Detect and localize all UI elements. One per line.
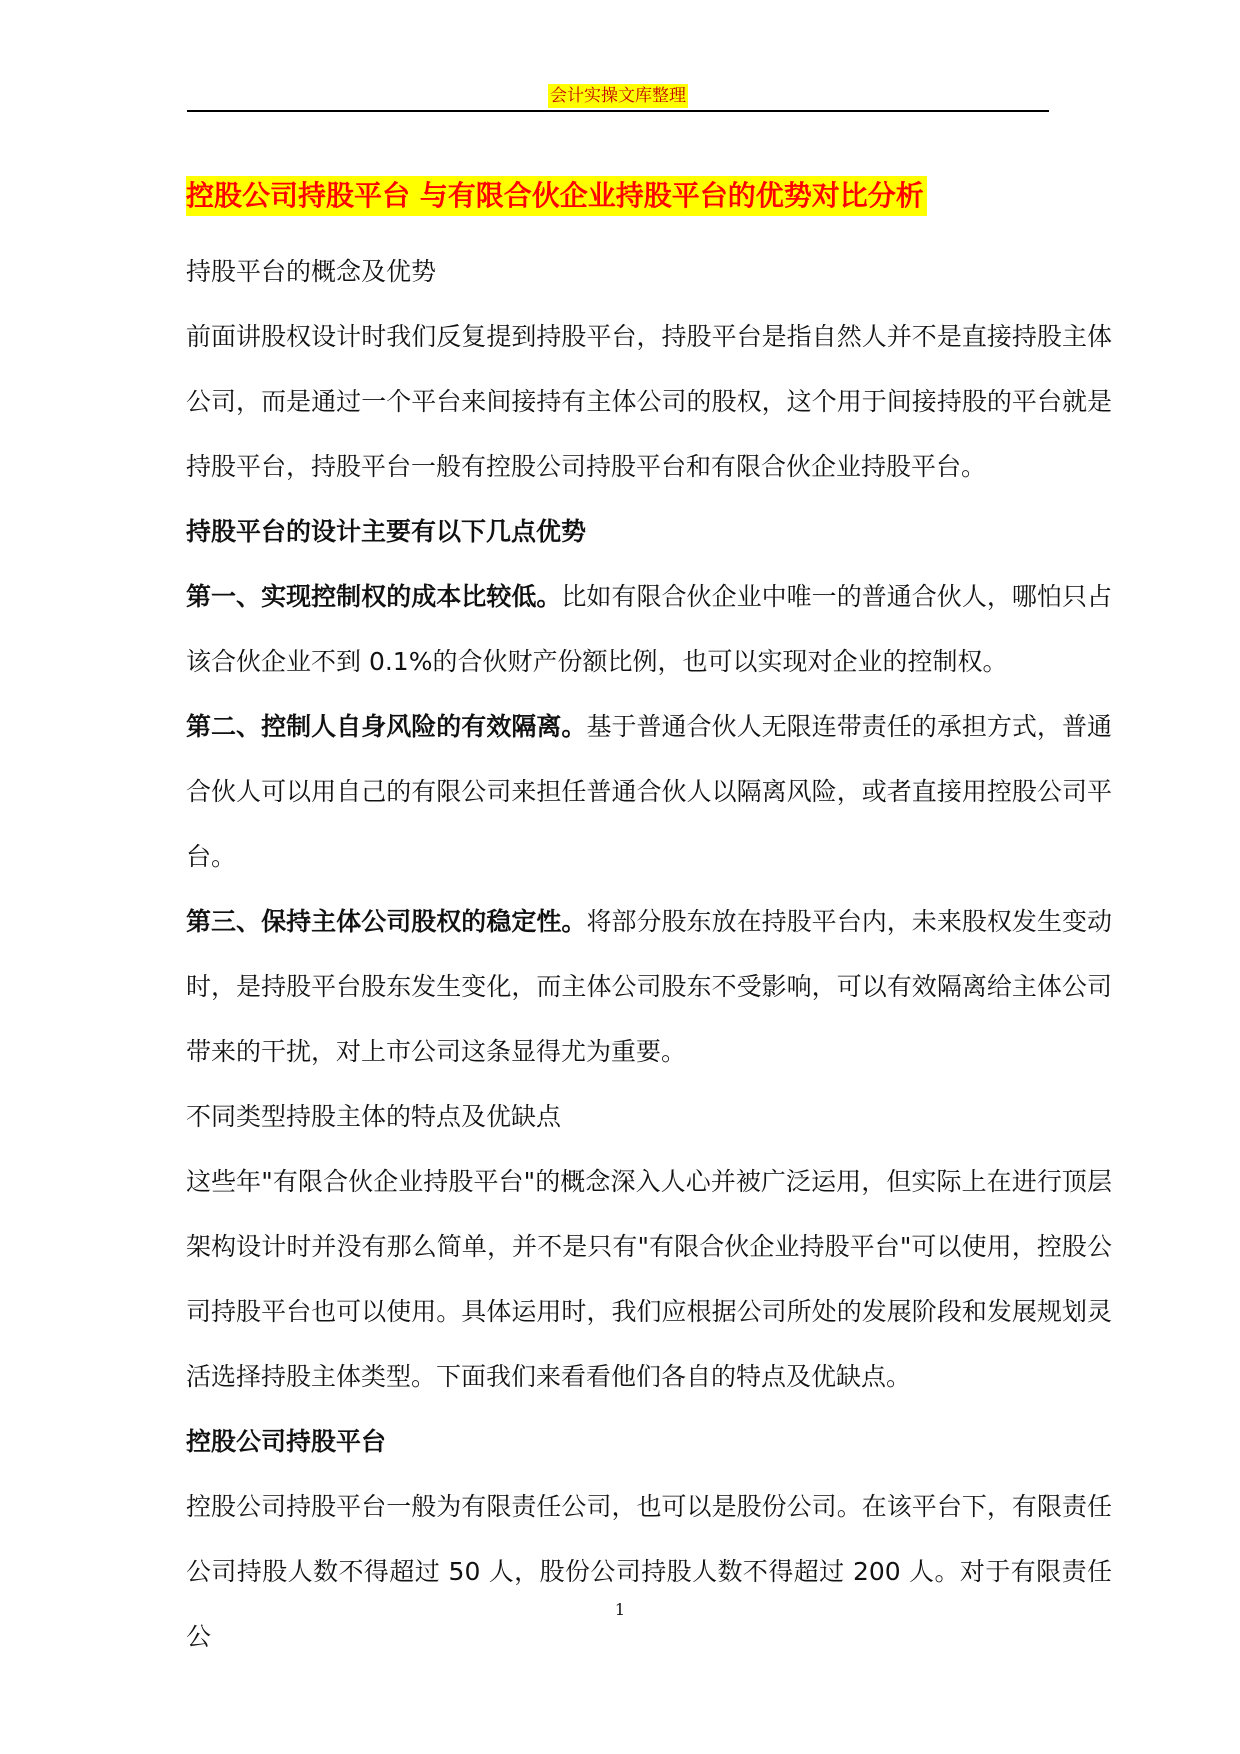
header-text: 会计实操文库整理 xyxy=(550,86,686,106)
advantage-2-paragraph xyxy=(186,694,1112,889)
header-divider xyxy=(187,110,1049,112)
concept-heading: 持股平台的概念及优势 xyxy=(186,257,437,286)
advantages-heading xyxy=(186,499,1112,564)
advantage-1-paragraph xyxy=(186,564,1112,694)
types-paragraph: 这些年"有限合伙企业持股平台"的概念深入人心并被广泛运用，但实际上在进行顶层架构设计时并没有那么简单，并不是只有"有限合伙企业持股平台"可以使用，控股公司持股平台也可以使用。具体运用时，我们应根据公司所处的发展阶段和发展规划灵活选择持股主体类型。下面我们来看看他们各自的特点及优缺点。 xyxy=(186,1167,1112,1391)
document-body xyxy=(186,239,1112,1669)
page-number: 1 xyxy=(614,1600,626,1619)
advantage-1-lead: 第一、实现控制权的成本比较低。 xyxy=(186,582,562,611)
types-heading: 不同类型持股主体的特点及优缺点 xyxy=(186,1102,562,1131)
holding-heading xyxy=(186,1409,1112,1474)
advantage-3-paragraph xyxy=(186,889,1112,1084)
concept-paragraph: 前面讲股权设计时我们反复提到持股平台，持股平台是指自然人并不是直接持股主体公司，而是通过一个平台来间接持有主体公司的股权，这个用于间接持股的平台就是持股平台，持股平台一般有控股公司持股平台和有限合伙企业持股平台。 xyxy=(186,322,1112,481)
holding-heading-text: 控股公司持股平台 xyxy=(186,1427,387,1456)
advantage-2-text: 基于普通合伙人无限连带责任的承担方式，普通合伙人可以用自己的有限公司来担任普通合伙人以隔离风险，或者直接用控股公司平台。 xyxy=(186,712,1112,871)
page-header xyxy=(187,84,1049,108)
advantages-heading-text: 持股平台的设计主要有以下几点优势 xyxy=(186,517,587,546)
advantage-1-text: 比如有限合伙企业中唯一的普通合伙人，哪怕只占该合伙企业不到 0.1%的合伙财产份额比例，也可以实现对企业的控制权。 xyxy=(186,582,1112,676)
advantage-2-lead: 第二、控制人自身风险的有效隔离。 xyxy=(186,712,587,741)
document-title: 控股公司持股平台 与有限合伙企业持股平台的优势对比分析 xyxy=(186,176,927,216)
holding-paragraph: 控股公司持股平台一般为有限责任公司，也可以是股份公司。在该平台下，有限责任公司持股人数不得超过 50 人，股份公司持股人数不得超过 200 人。对于有限责任公 xyxy=(186,1492,1112,1651)
advantage-3-text: 将部分股东放在持股平台内，未来股权发生变动时，是持股平台股东发生变化，而主体公司股东不受影响，可以有效隔离给主体公司带来的干扰，对上市公司这条显得尤为重要。 xyxy=(186,907,1112,1066)
advantage-3-lead: 第三、保持主体公司股权的稳定性。 xyxy=(186,907,587,936)
